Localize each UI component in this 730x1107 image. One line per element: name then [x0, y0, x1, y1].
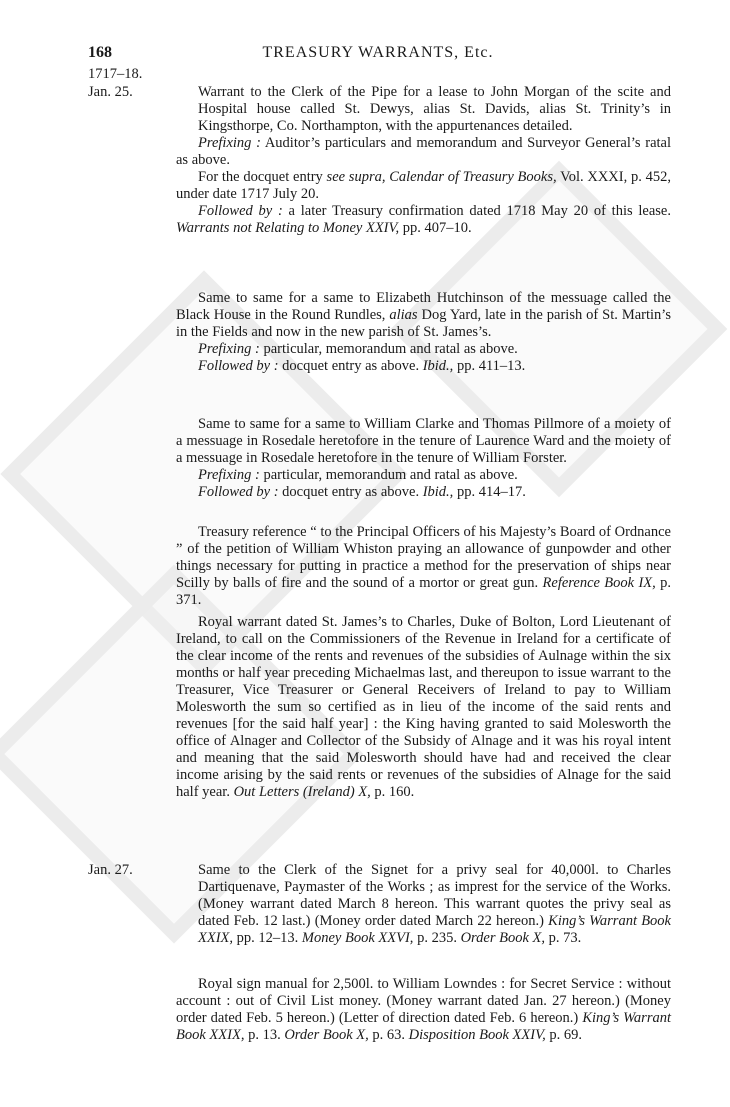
entry-lowndes	[176, 976, 671, 1044]
date-jan-27: Jan. 27.	[88, 862, 133, 878]
page-header	[88, 44, 668, 66]
entry-text: Same to same for a same to Elizabeth Hutchinson of the messuage called the Black House in the Round Rundles, alias Dog Yard, late in the parish of St. Martin’s in the Fields and now in the new parish of St. James’s.	[176, 290, 671, 340]
date-jan-25: Jan. 25.	[88, 84, 133, 100]
entry-hutchinson	[176, 290, 671, 375]
followed-line: Followed by : a later Treasury confirmation dated 1718 May 20 of this lease. Warrants not Relating to Money XXIV, pp. 407–10.	[176, 203, 671, 236]
running-title: TREASURY WARRANTS, Etc.	[262, 44, 494, 61]
prefixing-line: Prefixing : particular, memorandum and ratal as above.	[198, 467, 518, 483]
entry-whiston-reference	[176, 524, 671, 609]
year-label: 1717–18.	[88, 66, 143, 82]
prefixing-line: Prefixing : Auditor’s particulars and memorandum and Surveyor General’s ratal as above.	[176, 135, 671, 168]
followed-line: Followed by : docquet entry as above. Ibid., pp. 411–13.	[198, 358, 526, 374]
entry-clarke-pillmore	[176, 416, 671, 501]
entry-morgan-lease	[176, 84, 671, 237]
prefixing-line: Prefixing : particular, memorandum and ratal as above.	[198, 341, 518, 357]
entry-text: Warrant to the Clerk of the Pipe for a lease to John Morgan of the scite and Hospital house called St. Dewys, alias St. Davids, alias St. Trinity’s in Kingsthorpe, Co. Northampton, with the appurtenances detailed.	[198, 84, 671, 134]
entry-text: Royal sign manual for 2,500l. to William Lowndes : for Secret Service : without account : out of Civil List money. (Money warrant dated Jan. 27 hereon.) (Money order dated Feb. 5 hereon.) (Letter of direction dated Feb. 6 hereon.) King’s Warrant Book XXIX, p. 13. Order Book X, p. 63. Disposition Book XXIV, p. 69.	[176, 976, 671, 1043]
entry-text: Royal warrant dated St. James’s to Charles, Duke of Bolton, Lord Lieutenant of Ireland, to call on the Commissioners of the Revenue in Ireland for a certificate of the clear income of the rents and revenues of the subsidies of Aulnage within the six months or half year preceding Michaelmas last, and thereupon to issue warrant to the Treasurer, Vice Treasurer or General Receivers of Ireland to pay to William Molesworth the sum so certified as in lieu of the income of the said rents and revenues [for the said half year] : the King having granted to said Molesworth the office of Alnager and Collector of the Subsidy of Alnage and it was his royal intent and meaning that the said Molesworth should have had and received the clear income arising by the said rents or revenues of the subsidies of Alnage for the said half year. Out Letters (Ireland) X, p. 160.	[176, 614, 671, 800]
entry-dartiquenave	[176, 862, 671, 947]
docquet-line: For the docquet entry see supra, Calendar of Treasury Books, Vol. XXXI, p. 452, under date 1717 July 20.	[176, 169, 671, 202]
followed-line: Followed by : docquet entry as above. Ibid., pp. 414–17.	[198, 484, 526, 500]
entry-text: Same to same for a same to William Clarke and Thomas Pillmore of a moiety of a messuage in Rosedale heretofore in the tenure of Laurence Ward and the moiety of a messuage in Rosedale heretofore in the tenure of William Forster.	[176, 416, 671, 466]
entry-molesworth-warrant	[176, 614, 671, 801]
page-number: 168	[88, 44, 112, 61]
entry-text: Treasury reference “ to the Principal Officers of his Majesty’s Board of Ordnance ” of the petition of William Whiston praying an allowance of gunpowder and other things necessary for putting in practice a method for the preservation of ships near Scilly by balls of fire and the sound of a mortor or great gun. Reference Book IX, p. 371.	[176, 524, 671, 608]
entry-text: Same to the Clerk of the Signet for a privy seal for 40,000l. to Charles Dartiquenave, Paymaster of the Works ; as imprest for the service of the Works. (Money warrant dated March 8 hereon. This warrant quotes the privy seal as dated Feb. 12 last.) (Money order dated March 22 hereon.) King’s Warrant Book XXIX, pp. 12–13. Money Book XXVI, p. 235. Order Book X, p. 73.	[198, 862, 671, 946]
